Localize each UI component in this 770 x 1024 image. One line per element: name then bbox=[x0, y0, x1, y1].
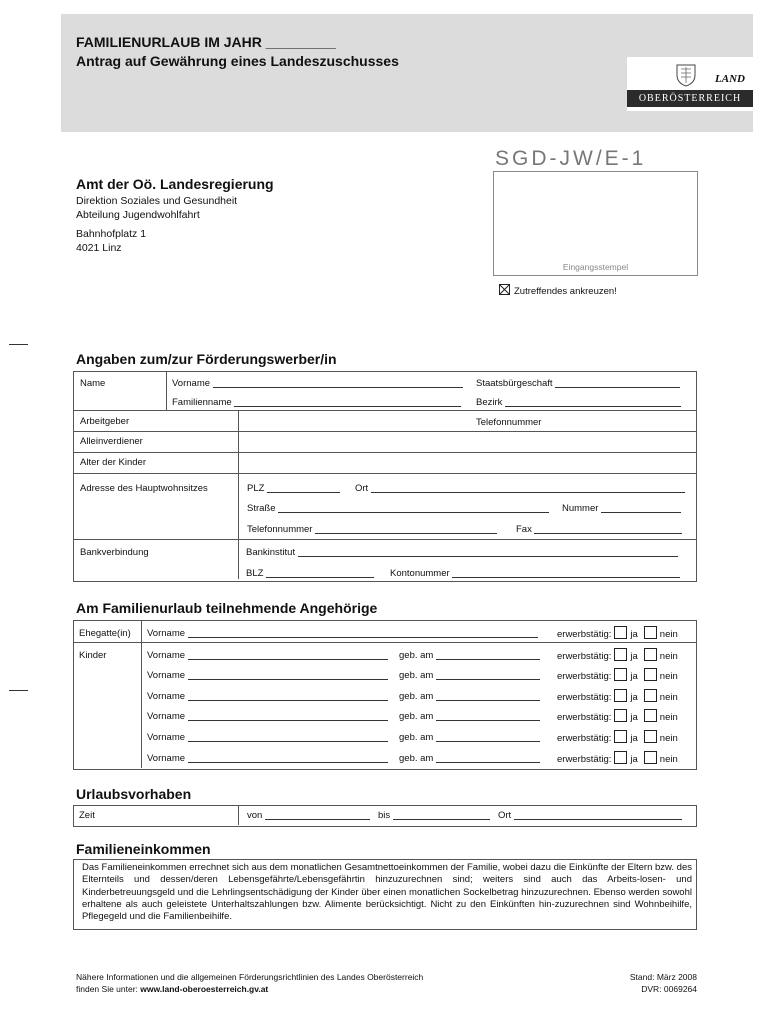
field-vorname[interactable]: Vorname bbox=[172, 378, 463, 389]
child-erwerbstaetig: erwerbstätig: ja nein bbox=[557, 751, 678, 765]
footer-dvr: DVR: 0069264 bbox=[641, 983, 697, 994]
field-blz[interactable]: BLZ bbox=[246, 568, 374, 579]
fold-mark bbox=[9, 690, 28, 691]
authority-line3: Bahnhofplatz 1 bbox=[76, 228, 147, 240]
section-income-heading: Familieneinkommen bbox=[76, 841, 211, 857]
receipt-stamp-box bbox=[493, 171, 698, 276]
checkbox-ja[interactable] bbox=[614, 689, 627, 702]
checkbox-ja[interactable] bbox=[614, 751, 627, 764]
checkbox-nein[interactable] bbox=[644, 751, 657, 764]
checkbox-ja[interactable] bbox=[614, 730, 627, 743]
field-strasse[interactable]: Straße bbox=[247, 503, 549, 514]
field-nummer[interactable]: Nummer bbox=[562, 503, 681, 514]
field-von[interactable]: von bbox=[247, 810, 370, 821]
field-kontonummer[interactable]: Kontonummer bbox=[390, 568, 680, 579]
authority-name: Amt der Oö. Landesregierung bbox=[76, 176, 274, 192]
field-child-vorname[interactable]: Vorname bbox=[147, 691, 388, 702]
footer-meta bbox=[560, 972, 697, 995]
field-child-vorname[interactable]: Vorname bbox=[147, 711, 388, 722]
field-child-geb[interactable]: geb. am bbox=[399, 670, 540, 681]
field-child-geb[interactable]: geb. am bbox=[399, 732, 540, 743]
land-logo bbox=[627, 57, 753, 111]
footer-link[interactable]: www.land-oberoesterreich.gv.at bbox=[140, 983, 269, 994]
field-fax[interactable]: Fax bbox=[516, 524, 682, 535]
spouse-erwerbstaetig: erwerbstätig: ja nein bbox=[557, 626, 678, 640]
label-arbeitgeber: Arbeitgeber bbox=[80, 416, 130, 427]
stamp-label: Eingangsstempel bbox=[562, 262, 629, 272]
field-child-geb[interactable]: geb. am bbox=[399, 753, 540, 764]
field-child-geb[interactable]: geb. am bbox=[399, 691, 540, 702]
checkbox-nein[interactable] bbox=[644, 730, 657, 743]
label-telefonnummer: Telefonnummer bbox=[476, 417, 542, 428]
field-child-vorname[interactable]: Vorname bbox=[147, 753, 388, 764]
label-name: Name bbox=[80, 378, 106, 389]
label-bankverbindung: Bankverbindung bbox=[80, 547, 149, 558]
label-ehegatte: Ehegatte(in) bbox=[79, 628, 131, 639]
field-telefon[interactable]: Telefonnummer bbox=[247, 524, 497, 535]
footer-info-line1: Nähere Informationen und die allgemeinen Förderungsrichtlinien des Landes Oberösterreich bbox=[76, 972, 424, 982]
logo-region-text: OBERÖSTERREICH bbox=[627, 90, 753, 107]
footer-info bbox=[76, 972, 423, 995]
logo-land-text: LAND bbox=[715, 73, 745, 85]
checkbox-nein[interactable] bbox=[644, 626, 657, 639]
footer-stand: Stand: März 2008 bbox=[629, 972, 697, 982]
crossed-box-icon bbox=[499, 284, 510, 295]
form-subtitle: Antrag auf Gewährung eines Landeszuschusses bbox=[76, 53, 399, 69]
section-members-heading: Am Familienurlaub teilnehmende Angehörige bbox=[76, 600, 378, 616]
check-hint-text: Zutreffendes ankreuzen! bbox=[514, 286, 617, 297]
authority-line1: Direktion Soziales und Gesundheit bbox=[76, 195, 238, 207]
label-kinder: Kinder bbox=[79, 650, 107, 661]
field-staatsbuergerschaft[interactable]: Staatsbürgeschaft bbox=[476, 378, 680, 389]
checkbox-nein[interactable] bbox=[644, 689, 657, 702]
child-erwerbstaetig: erwerbstätig: ja nein bbox=[557, 648, 678, 662]
child-erwerbstaetig: erwerbstätig: ja nein bbox=[557, 709, 678, 723]
checkbox-nein[interactable] bbox=[644, 648, 657, 661]
label-zeit: Zeit bbox=[79, 810, 95, 821]
section-applicant-heading: Angaben zum/zur Förderungswerber/in bbox=[76, 351, 337, 367]
form-title: FAMILIENURLAUB IM JAHR _________ bbox=[76, 34, 336, 50]
crest-icon bbox=[675, 63, 697, 87]
label-alleinverdiener: Alleinverdiener bbox=[80, 436, 143, 447]
field-ort[interactable]: Ort bbox=[355, 483, 685, 494]
field-urlaub-ort[interactable]: Ort bbox=[498, 810, 682, 821]
field-familienname[interactable]: Familienname bbox=[172, 397, 461, 408]
footer-info-prefix: finden Sie unter: bbox=[76, 983, 141, 994]
field-child-geb[interactable]: geb. am bbox=[399, 711, 540, 722]
form-code: SGD-JW/E-1 bbox=[495, 147, 647, 170]
authority-line4: 4021 Linz bbox=[76, 242, 122, 254]
section-vacation-heading: Urlaubsvorhaben bbox=[76, 786, 192, 802]
label-alter-kinder: Alter der Kinder bbox=[80, 457, 147, 468]
label-adresse: Adresse des Hauptwohnsitzes bbox=[80, 483, 208, 494]
child-erwerbstaetig: erwerbstätig: ja nein bbox=[557, 668, 678, 682]
field-bankinstitut[interactable]: Bankinstitut bbox=[246, 547, 678, 558]
field-child-geb[interactable]: geb. am bbox=[399, 650, 540, 661]
check-hint bbox=[499, 284, 617, 297]
field-plz[interactable]: PLZ bbox=[247, 483, 340, 494]
field-child-vorname[interactable]: Vorname bbox=[147, 670, 388, 681]
checkbox-ja[interactable] bbox=[614, 668, 627, 681]
field-bezirk[interactable]: Bezirk bbox=[476, 397, 681, 408]
fold-mark bbox=[9, 344, 28, 345]
checkbox-nein[interactable] bbox=[644, 668, 657, 681]
checkbox-ja[interactable] bbox=[614, 709, 627, 722]
field-bis[interactable]: bis bbox=[378, 810, 490, 821]
field-child-vorname[interactable]: Vorname bbox=[147, 650, 388, 661]
field-spouse-vorname[interactable]: Vorname bbox=[147, 628, 538, 639]
checkbox-ja[interactable] bbox=[614, 626, 627, 639]
child-erwerbstaetig: erwerbstätig: ja nein bbox=[557, 689, 678, 703]
authority-line2: Abteilung Jugendwohlfahrt bbox=[76, 209, 200, 221]
checkbox-nein[interactable] bbox=[644, 709, 657, 722]
child-erwerbstaetig: erwerbstätig: ja nein bbox=[557, 730, 678, 744]
field-child-vorname[interactable]: Vorname bbox=[147, 732, 388, 743]
checkbox-ja[interactable] bbox=[614, 648, 627, 661]
income-description: Das Familieneinkommen errechnet sich aus dem monatlichen Gesamtnettoeinkommen der Familie, wobei dazu die Einkünfte der Eltern bzw. des Elternteils und dessen/deren Lebensgefährte/Lebensgefährtin hinzuzurechnen sind; weiters sind auch das Arbeits-losen- und Kinderbetreuungsgeld und die Lehrlingsentschädigung der Kinder über einen monatlichen Sockelbetrag hinzuzurechnen. Ebenso werden sowohl erhaltene als auch geleistete Unterhaltszahlungen bzw. Alimente berücksichtigt. Nicht zu den Einkünften hin-zuzurechnen sind Wohnbeihilfe, Pflegegeld und die Familienbeihilfe. bbox=[82, 862, 692, 923]
